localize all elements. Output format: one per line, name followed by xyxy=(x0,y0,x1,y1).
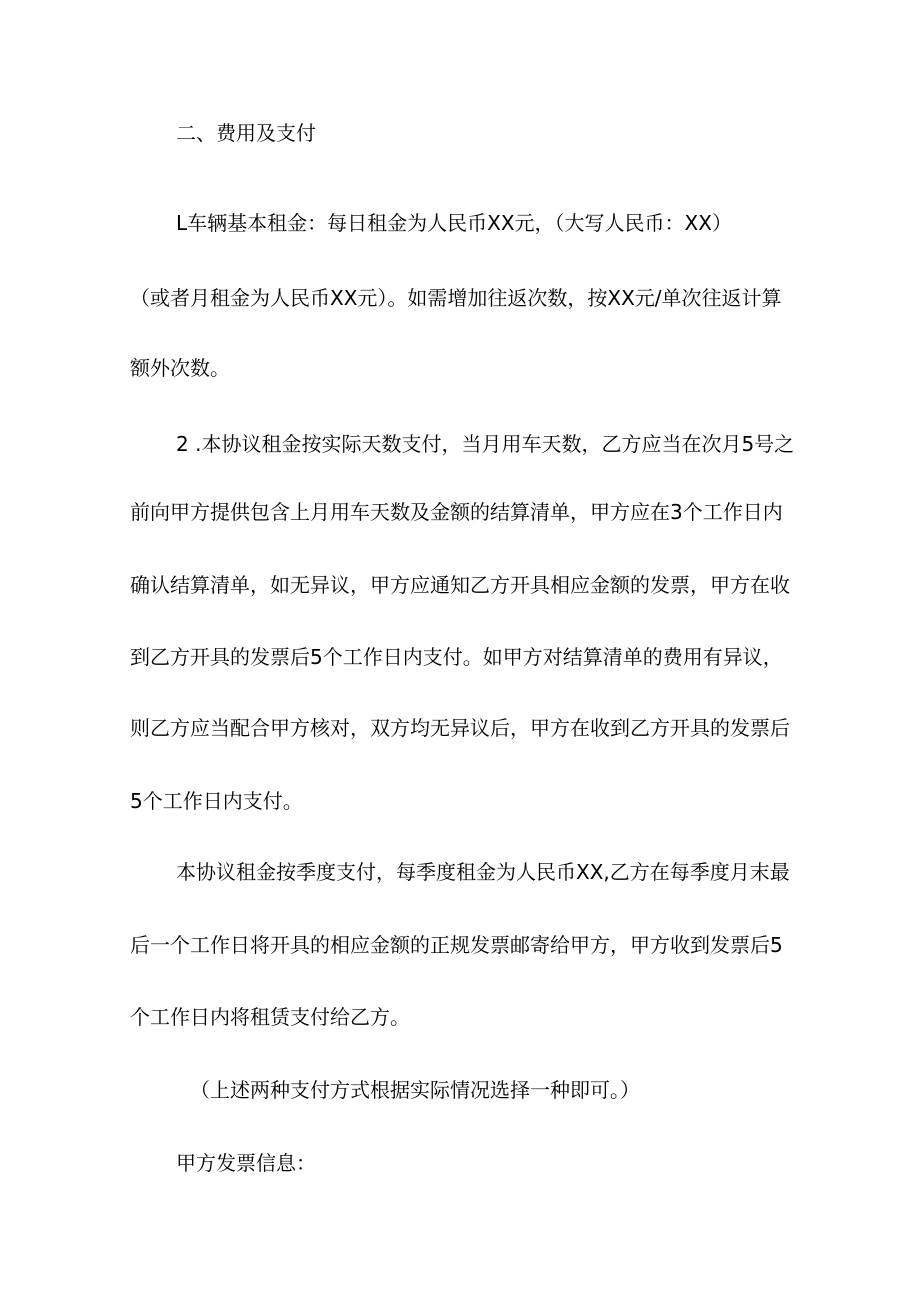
paragraph-line: 5个工作日内支付。 xyxy=(130,789,303,813)
paragraph-line: 则乙方应当配合甲方核对，双方均无异议后，甲方在收到乙方开具的发票后 xyxy=(130,716,790,740)
section-heading: 二、费用及支付 xyxy=(176,121,316,145)
paragraph-line: 前向甲方提供包含上月用车天数及金额的结算清单，甲方应在3个工作日内 xyxy=(130,500,783,524)
paragraph-line: L车辆基本租金：每日租金为人民币XX元，（大写人民币：XX） xyxy=(176,211,732,235)
paragraph-line: 2 .本协议租金按实际天数支付，当月用车天数，乙方应当在次月5号之 xyxy=(176,432,795,456)
invoice-info-label: 甲方发票信息： xyxy=(176,1151,316,1175)
paragraph-line: （或者月租金为人民币XX元）。如需增加往返次数，按XX元/单次往返计算 xyxy=(130,286,782,310)
paragraph-line: 本协议租金按季度支付，每季度租金为人民币XX,乙方在每季度月末最 xyxy=(176,860,790,884)
paragraph-line: 到乙方开具的发票后5个工作日内支付。如甲方对结算清单的费用有异议， xyxy=(130,645,783,669)
paragraph-line: 后一个工作日将开具的相应金额的正规发票邮寄给甲方，甲方收到发票后5 xyxy=(130,933,783,957)
paragraph-line: 确认结算清单，如无异议，甲方应通知乙方开具相应金额的发票，甲方在收 xyxy=(130,573,790,597)
note-text: （上述两种支付方式根据实际情况选择一种即可。） xyxy=(190,1078,640,1102)
paragraph-line: 个工作日内将租赁支付给乙方。 xyxy=(130,1005,410,1029)
paragraph-line: 额外次数。 xyxy=(130,356,230,380)
